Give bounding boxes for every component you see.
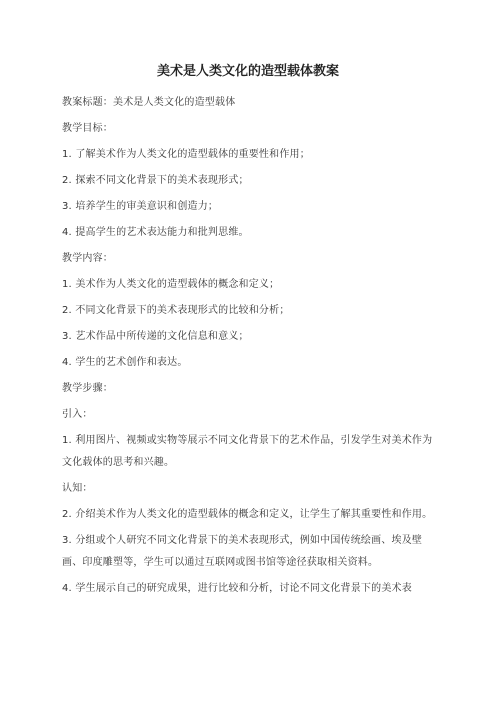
content-item-2: 2. 不同文化背景下的美术表现形式的比较和分析； — [62, 305, 290, 316]
steps-heading: 教学步骤： — [62, 383, 113, 394]
document-body — [62, 95, 436, 607]
content-item-4: 4. 学生的艺术创作和表达。 — [62, 357, 188, 368]
step-item-4: 4. 学生展示自己的研究成果，进行比较和分析，讨论不同文化背景下的美术表 — [62, 583, 412, 594]
objective-item-1: 1. 了解美术作为人类文化的造型载体的重要性和作用； — [62, 149, 310, 160]
objectives-heading: 教学目标： — [62, 123, 113, 134]
objective-item-2: 2. 探索不同文化背景下的美术表现形式； — [62, 175, 249, 186]
intro-heading: 引入： — [62, 409, 93, 420]
cognition-heading: 认知： — [62, 483, 93, 494]
document-title: 美术是人类文化的造型载体教案 — [156, 64, 339, 79]
objective-item-4: 4. 提高学生的艺术表达能力和批判思维。 — [62, 227, 249, 238]
content-heading: 教学内容： — [62, 253, 113, 264]
lesson-title-line: 教案标题：美术是人类文化的造型载体 — [62, 97, 236, 108]
step-item-3: 3. 分组或个人研究不同文化背景下的美术表现形式，例如中国传统绘画、埃及壁画、印度雕塑等，学生可以通过互联网或图书馆等途径获取相关资料。 — [62, 535, 423, 568]
step-item-1: 1. 利用图片、视频或实物等展示不同文化背景下的艺术作品，引发学生对美术作为文化载体的思考和兴趣。 — [62, 435, 433, 468]
objective-item-3: 3. 培养学生的审美意识和创造力； — [62, 201, 219, 212]
step-item-2: 2. 介绍美术作为人类文化的造型载体的概念和定义，让学生了解其重要性和作用。 — [62, 509, 433, 520]
content-item-1: 1. 美术作为人类文化的造型载体的概念和定义； — [62, 279, 280, 290]
content-item-3: 3. 艺术作品中所传递的文化信息和意义； — [62, 331, 249, 342]
